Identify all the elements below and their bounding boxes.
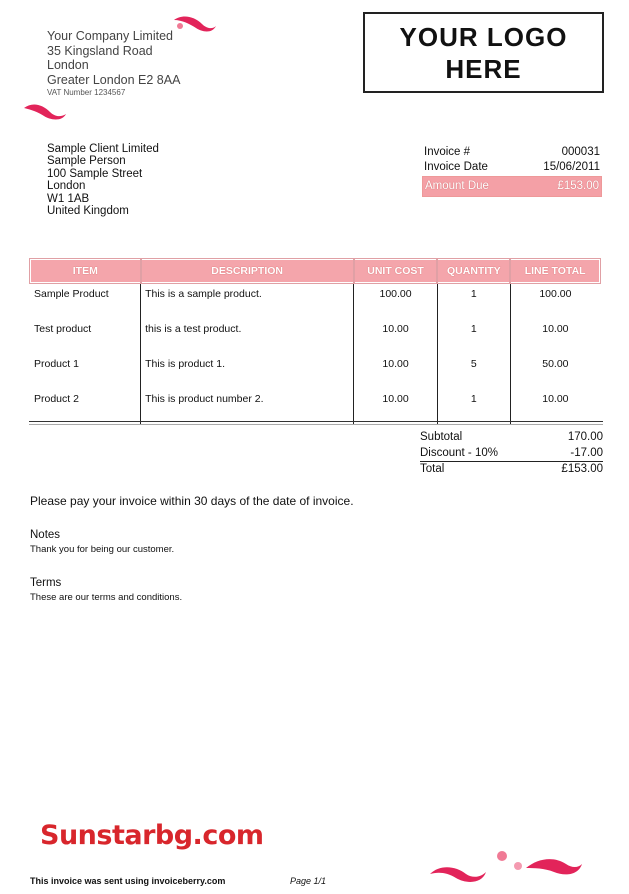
item-unit-cost: 10.00 bbox=[354, 389, 438, 424]
item-quantity: 1 bbox=[437, 283, 510, 319]
logo-placeholder bbox=[363, 12, 604, 93]
subtotal-label: Subtotal bbox=[420, 431, 463, 443]
ornament-left-icon bbox=[22, 100, 68, 122]
table-row bbox=[30, 283, 600, 319]
invoice-date-label: Invoice Date bbox=[424, 161, 488, 173]
client-postcode: W1 1AB bbox=[47, 192, 90, 205]
client-street: 100 Sample Street bbox=[47, 167, 143, 180]
item-description: This is product 1. bbox=[141, 354, 354, 389]
item-unit-cost: 10.00 bbox=[354, 319, 438, 354]
col-header-unit-cost: UNIT COST bbox=[354, 259, 438, 283]
terms-heading: Terms bbox=[30, 577, 62, 589]
notes-body: Thank you for being our customer. bbox=[30, 544, 175, 555]
totals-block bbox=[420, 430, 603, 478]
subtotal-row bbox=[420, 430, 603, 446]
client-country: United Kingdom bbox=[47, 205, 129, 218]
invoice-number-value: 000031 bbox=[561, 146, 600, 158]
invoice-number-label: Invoice # bbox=[424, 146, 471, 158]
discount-row bbox=[420, 446, 603, 463]
divider bbox=[29, 421, 603, 422]
amount-due-value: £153.00 bbox=[557, 180, 599, 192]
client-address bbox=[47, 143, 159, 217]
item-line-total: 50.00 bbox=[510, 354, 600, 389]
amount-due-row bbox=[422, 176, 602, 197]
ornament-bottom-icon bbox=[426, 844, 586, 884]
col-header-quantity: QUANTITY bbox=[437, 259, 510, 283]
discount-label: Discount - 10% bbox=[420, 446, 498, 459]
terms-body: These are our terms and conditions. bbox=[30, 592, 183, 603]
item-description: This is a sample product. bbox=[141, 283, 354, 319]
company-name: Your Company Limited bbox=[47, 29, 173, 43]
company-address bbox=[47, 29, 180, 99]
table-row bbox=[30, 319, 600, 354]
item-quantity: 1 bbox=[437, 389, 510, 424]
client-person: Sample Person bbox=[47, 155, 126, 168]
client-city: London bbox=[47, 180, 86, 193]
company-street: 35 Kingsland Road bbox=[47, 43, 153, 58]
table-row bbox=[30, 389, 600, 424]
watermark-text: Sunstarbg.com bbox=[40, 820, 264, 851]
footer-page-number: Page 1/1 bbox=[290, 876, 327, 886]
notes-section bbox=[30, 529, 174, 555]
col-header-description: DESCRIPTION bbox=[141, 259, 354, 283]
terms-section bbox=[30, 577, 182, 603]
company-region: Greater London E2 8AA bbox=[47, 72, 181, 87]
amount-due-label: Amount Due bbox=[425, 180, 489, 192]
total-label: Total bbox=[420, 463, 445, 475]
item-description: this is a test product. bbox=[141, 319, 354, 354]
col-header-item: ITEM bbox=[30, 259, 141, 283]
item-line-total: 10.00 bbox=[510, 319, 600, 354]
company-vat: VAT Number 1234567 bbox=[47, 88, 126, 97]
item-name: Product 2 bbox=[34, 393, 79, 405]
item-description: This is product number 2. bbox=[141, 389, 354, 424]
table-header-row bbox=[30, 259, 600, 283]
subtotal-value: 170.00 bbox=[567, 431, 603, 443]
invoice-number-row bbox=[422, 145, 602, 160]
total-row bbox=[420, 462, 603, 478]
divider bbox=[29, 424, 603, 425]
company-city: London bbox=[47, 58, 89, 72]
item-quantity: 5 bbox=[437, 354, 510, 389]
invoice-date-row bbox=[422, 160, 602, 175]
item-unit-cost: 10.00 bbox=[354, 354, 438, 389]
notes-heading: Notes bbox=[30, 529, 61, 541]
item-unit-cost: 100.00 bbox=[354, 283, 438, 319]
invoice-date-value: 15/06/2011 bbox=[543, 161, 600, 173]
item-line-total: 10.00 bbox=[510, 389, 600, 424]
item-line-total: 100.00 bbox=[510, 283, 600, 319]
item-name: Test product bbox=[34, 323, 92, 335]
invoice-meta bbox=[422, 145, 602, 197]
table-row bbox=[30, 354, 600, 389]
client-company: Sample Client Limited bbox=[47, 143, 159, 155]
items-table bbox=[29, 258, 601, 424]
logo-text: YOUR LOGO HERE bbox=[399, 21, 568, 84]
item-name: Product 1 bbox=[34, 358, 79, 370]
payment-message: Please pay your invoice within 30 days of the date of invoice. bbox=[30, 494, 354, 508]
total-value: £153.00 bbox=[561, 463, 603, 475]
footer-sent-using: This invoice was sent using invoiceberry.com bbox=[30, 876, 226, 886]
item-quantity: 1 bbox=[437, 319, 510, 354]
discount-value: -17.00 bbox=[570, 446, 603, 459]
item-name: Sample Product bbox=[34, 288, 109, 300]
col-header-line-total: LINE TOTAL bbox=[510, 259, 600, 283]
